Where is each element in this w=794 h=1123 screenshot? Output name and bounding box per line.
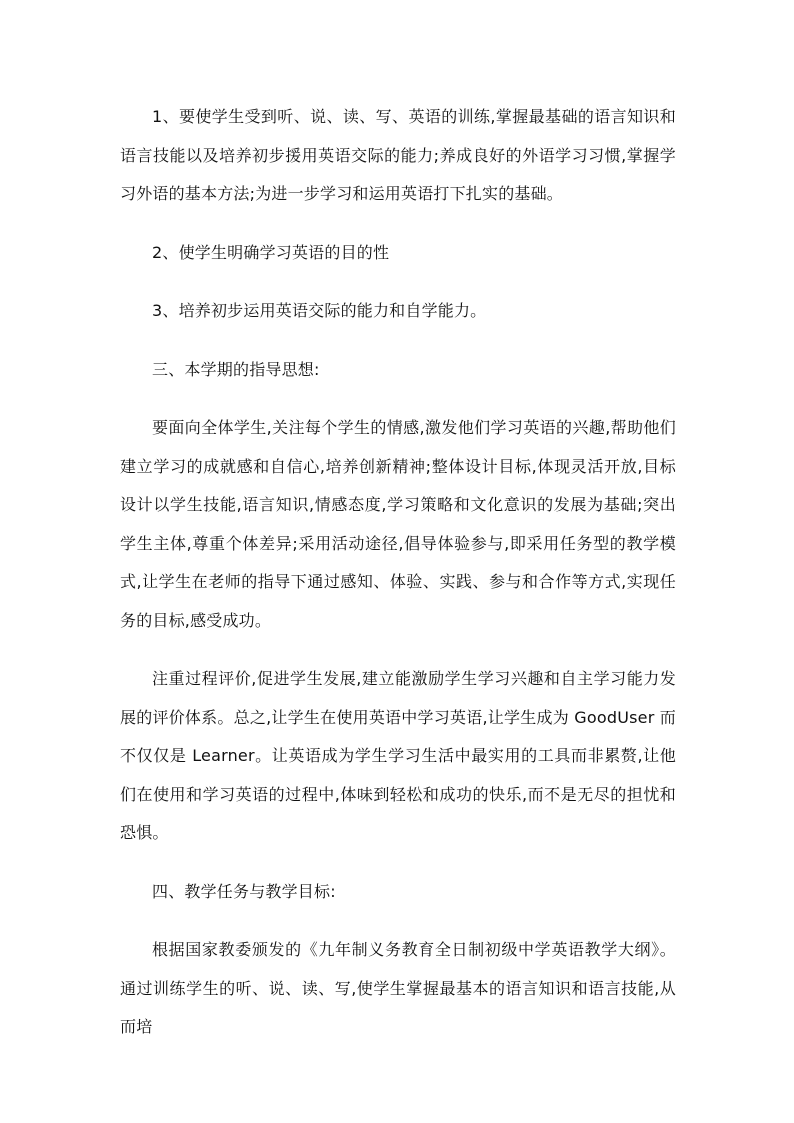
paragraph-guiding-ideology: 要面向全体学生,关注每个学生的情感,激发他们学习英语的兴趣,帮助他们建立学习的成就感和自信心,培养创新精神;整体设计目标,体现灵活开放,目标设计以学生技能,语言知识,情感态度,学习策略和文化意识的发展为基础;突出学生主体,尊重个体差异;采用活动途径,倡导体验参与,即采用任务型的教学模式,让学生在老师的指导下通过感知、体验、实践、参与和合作等方式,实现任务的目标,感受成功。 [120, 418, 676, 630]
paragraph-process-evaluation: 注重过程评价,促进学生发展,建立能激励学生学习兴趣和自主学习能力发展的评价体系。总之,让学生在使用英语中学习英语,让学生成为 GoodUser 而不仅仅是 Learner。让英语成为学生学习生活中最实用的工具而非累赘,让他们在使用和学习英语的过程中,体味到轻松和成功的快乐,而不是无尽的担忧和恐惧。 [120, 669, 676, 842]
section-heading-guiding-ideology: 三、本学期的指导思想: [152, 359, 320, 379]
paragraph-teaching-tasks: 根据国家教委颁发的《九年制义务教育全日制初级中学英语教学大纲》。通过训练学生的听、说、读、写,使学生掌握最基本的语言知识和语言技能,从而培 [120, 940, 676, 1036]
document-body [120, 98, 676, 1067]
paragraph-goal-3: 3、培养初步运用英语交际的能力和自学能力。 [152, 301, 487, 320]
paragraph-goal-2: 2、使学生明确学习英语的目的性 [152, 242, 390, 262]
section-heading-teaching-tasks: 四、教学任务与教学目标: [152, 881, 336, 901]
paragraph-goal-1: 1、要使学生受到听、说、读、写、英语的训练,掌握最基础的语言知识和语言技能以及培养初步援用英语交际的能力;养成良好的外语学习习惯,掌握学习外语的基本方法;为进一步学习和运用英语打下扎实的基础。 [120, 107, 676, 203]
